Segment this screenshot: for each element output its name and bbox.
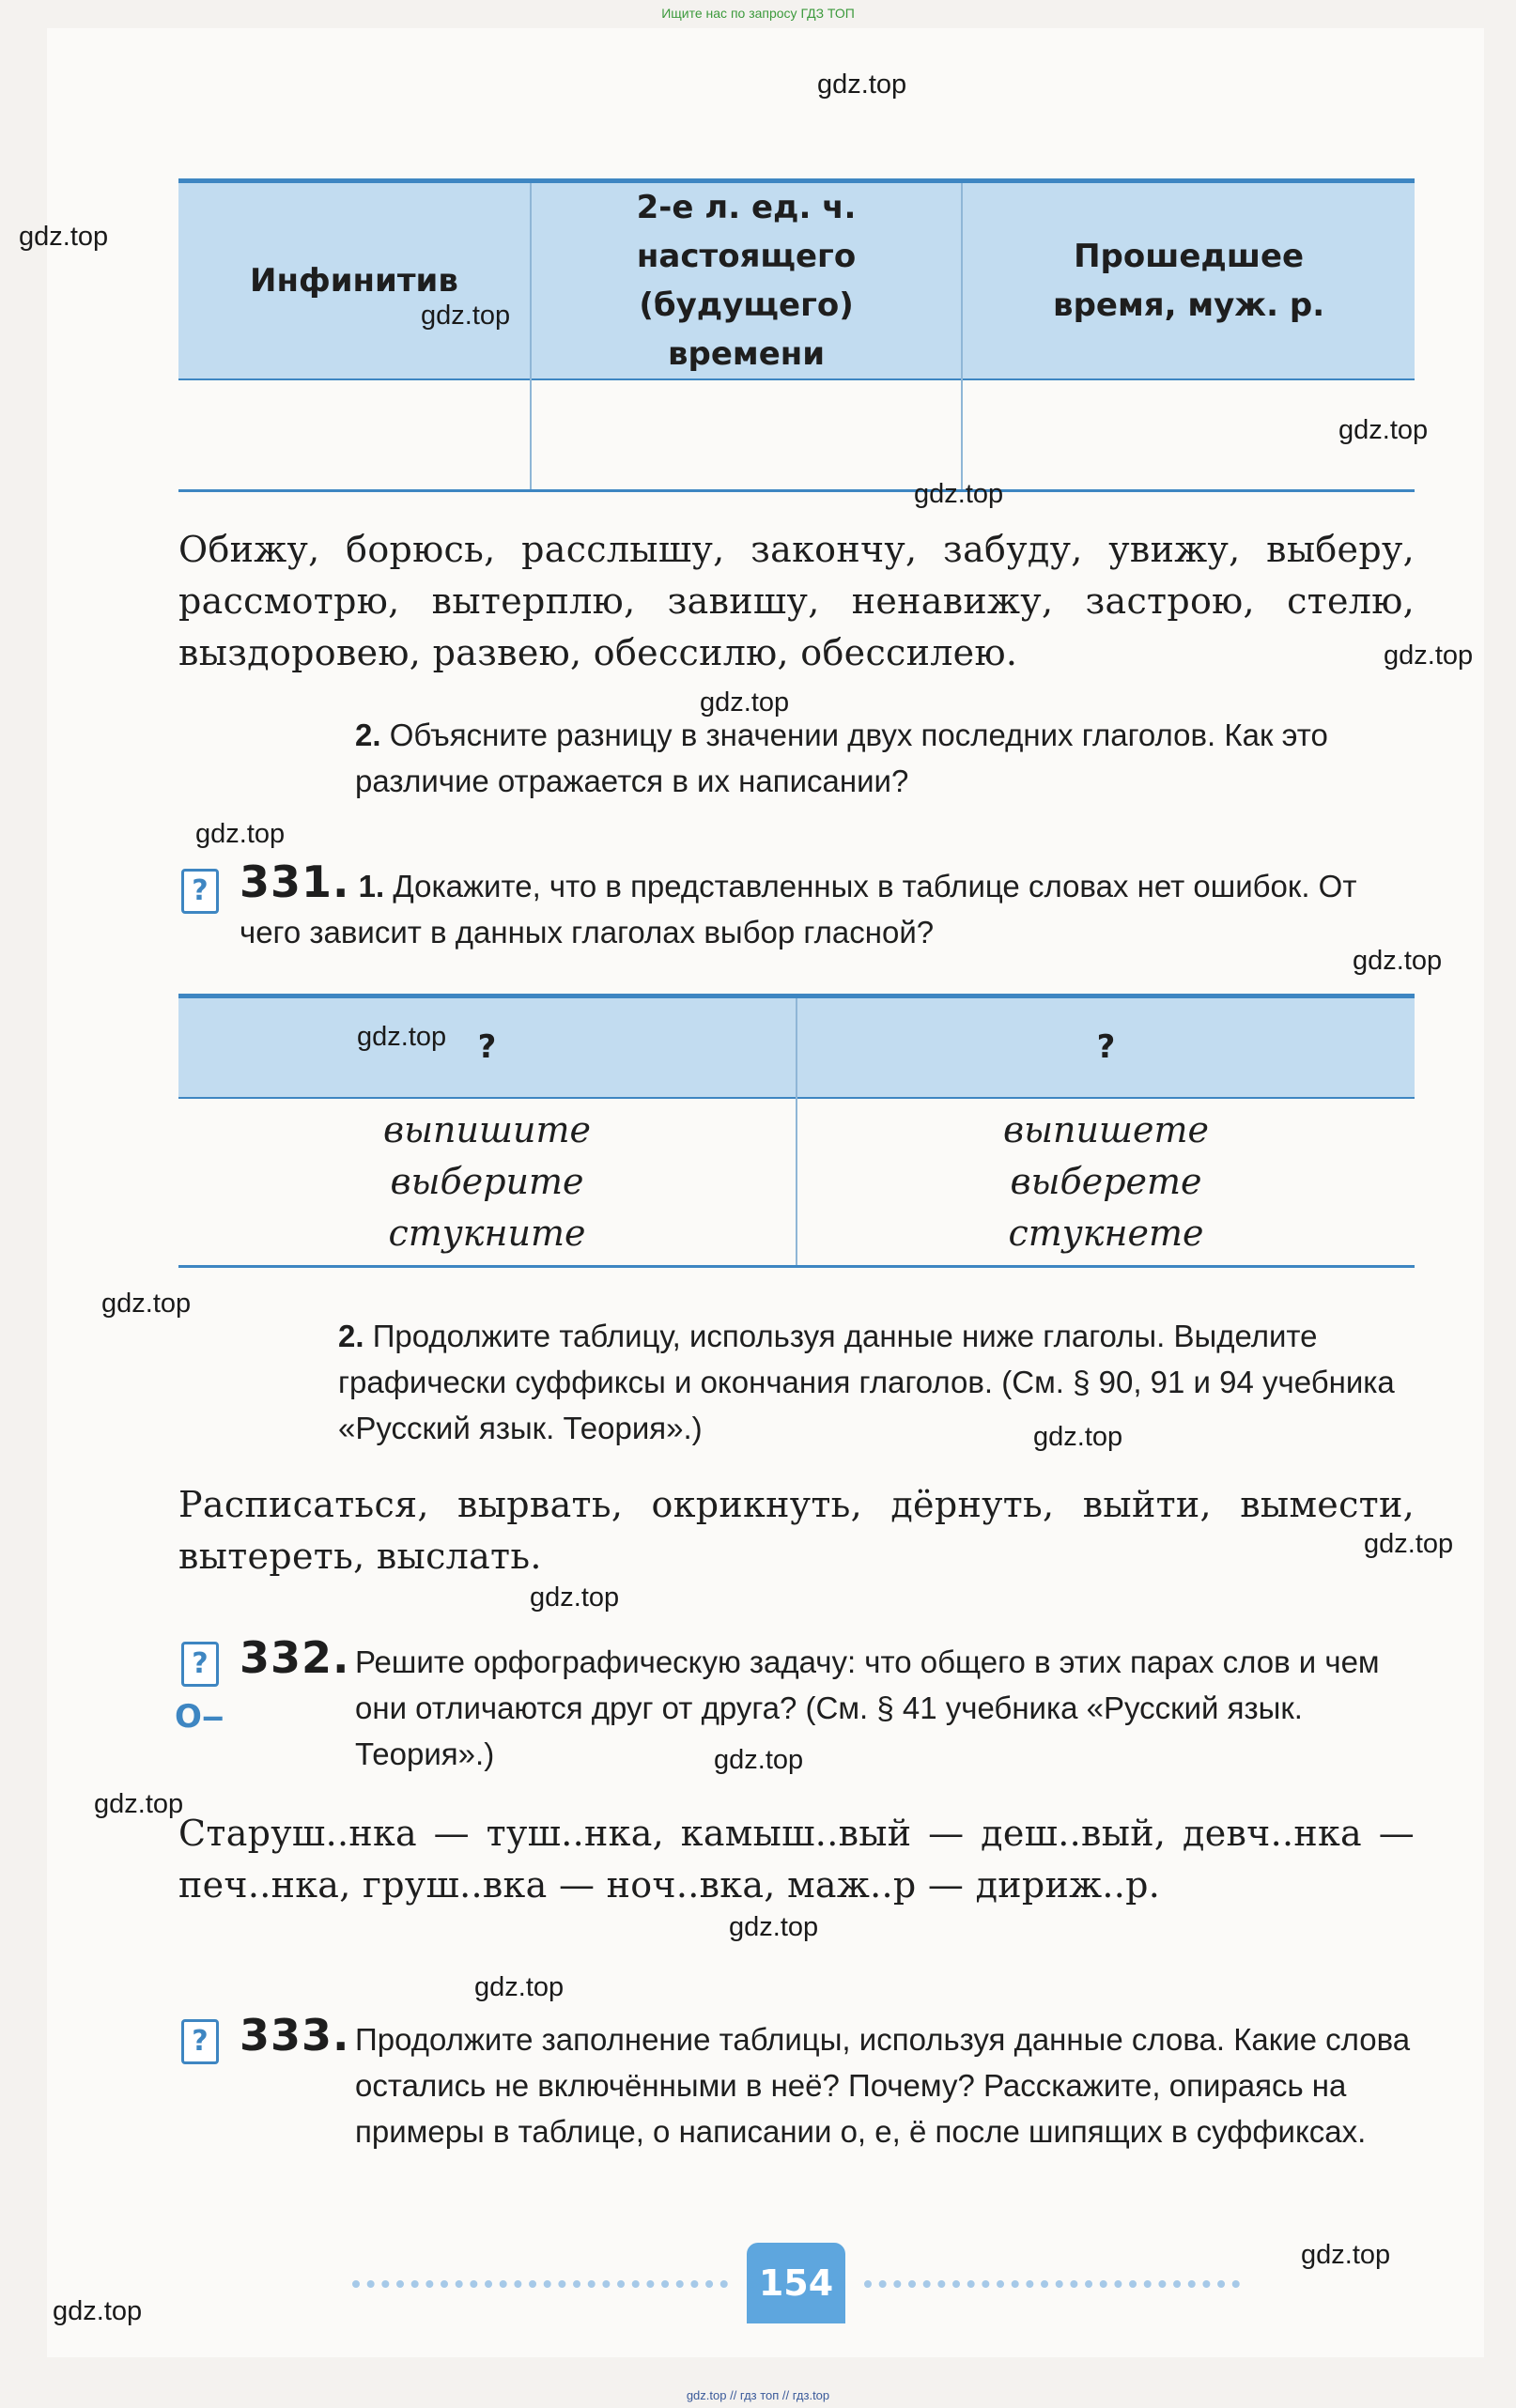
watermark: gdz.top [19,222,109,252]
header-note: Ищите нас по запросу ГДЗ ТОП [661,6,855,21]
footer-note: gdz.top // гдз топ // гдз.top [686,2388,830,2402]
page-number: 154 [747,2243,845,2323]
watermark: gdz.top [530,1582,620,1613]
table2-col1: выпишите выберите стукните [178,1098,797,1267]
exercise-331-intro: 331. 1. Докажите, что в представленных в таблице словах нет ошибок. От чего зависит в данных глаголах выбор гласной? [240,857,1357,949]
task-330-part2: 2. Объясните разницу в значении двух последних глаголов. Как это различие отражается в их написании? [355,718,1328,798]
watermark: gdz.top [474,1972,565,2002]
watermark: gdz.top [1353,946,1443,976]
footer-dots-right [864,2280,1240,2297]
watermark: gdz.top [53,2296,143,2326]
watermark: gdz.top [101,1289,192,1319]
question-mark-icon: ? [181,2019,219,2064]
table1-empty-cell [178,379,531,490]
exercise-number: 333. [240,2010,350,2061]
table1-empty-cell [531,379,962,490]
question-mark-icon: ? [181,869,219,914]
table1-header-infinitive: Инфинитив [178,181,531,380]
exercise-331-part2: 2. Продолжите таблицу, используя данные ниже глаголы. Выделите графически суффиксы и окончания глаголов. (См. § 90, 91 и 94 учебника «Русский язык. Теория».) [338,1319,1395,1445]
key-icon: O‒ [175,1698,224,1736]
table2-col2: выпишете выберете стукнете [797,1098,1415,1267]
watermark: gdz.top [700,687,790,718]
watermark: gdz.top [714,1745,804,1775]
watermark: gdz.top [729,1912,819,1942]
watermark: gdz.top [421,301,511,331]
watermark: gdz.top [357,1022,447,1052]
watermark: gdz.top [1364,1529,1454,1559]
exercise-333-text: Продолжите заполнение таблицы, используя данные слова. Какие слова остались не включёнными в неё? Почему? Расскажите, опираясь на примеры в таблице, о написании о, е, ё после шипящих в суффиксах. [355,2022,1411,2149]
table2-header-2: ? [797,996,1415,1098]
watermark: gdz.top [1301,2240,1391,2270]
exercise-332-text: Решите орфографическую задачу: что общего в этих парах слов и чем они отличаются друг от друга? (См. § 41 учебника «Русский язык. Теория».) [355,1644,1380,1771]
watermark: gdz.top [817,69,907,100]
watermark: gdz.top [195,819,286,849]
question-mark-icon: ? [181,1642,219,1687]
conjugation-table [178,178,1415,492]
word-list-330: Обижу, борюсь, расслышу, закончу, забуду, увижу, выберу, рассмотрю, вытерплю, завишу, ненавижу, застрою, стелю, выздоровею, развею, обессилю, обессилею. [178,529,1415,673]
footer-dots-left [352,2280,728,2297]
word-list-331: Расписаться, вырвать, окрикнуть, дёрнуть, выйти, вымести, вытереть, выслать. [178,1484,1415,1577]
watermark: gdz.top [94,1789,184,1819]
table1-header-present: 2-е л. ед. ч. настоящего (будущего) времени [531,181,962,380]
exercise-number: 331. [240,857,350,907]
word-list-332: Старуш..нка — туш..нка, камыш..вый — деш..вый, девч..нка — печ..нка, груш..вка — ноч..вка, маж..р — дириж..р. [178,1813,1415,1906]
watermark: gdz.top [1384,641,1474,671]
table2-header-1: ? [178,996,797,1098]
watermark: gdz.top [914,479,1004,509]
table1-header-past: Прошедшее время, муж. р. [962,181,1415,380]
exercise-number: 332. [240,1632,350,1683]
watermark: gdz.top [1033,1422,1123,1452]
watermark: gdz.top [1338,415,1429,445]
